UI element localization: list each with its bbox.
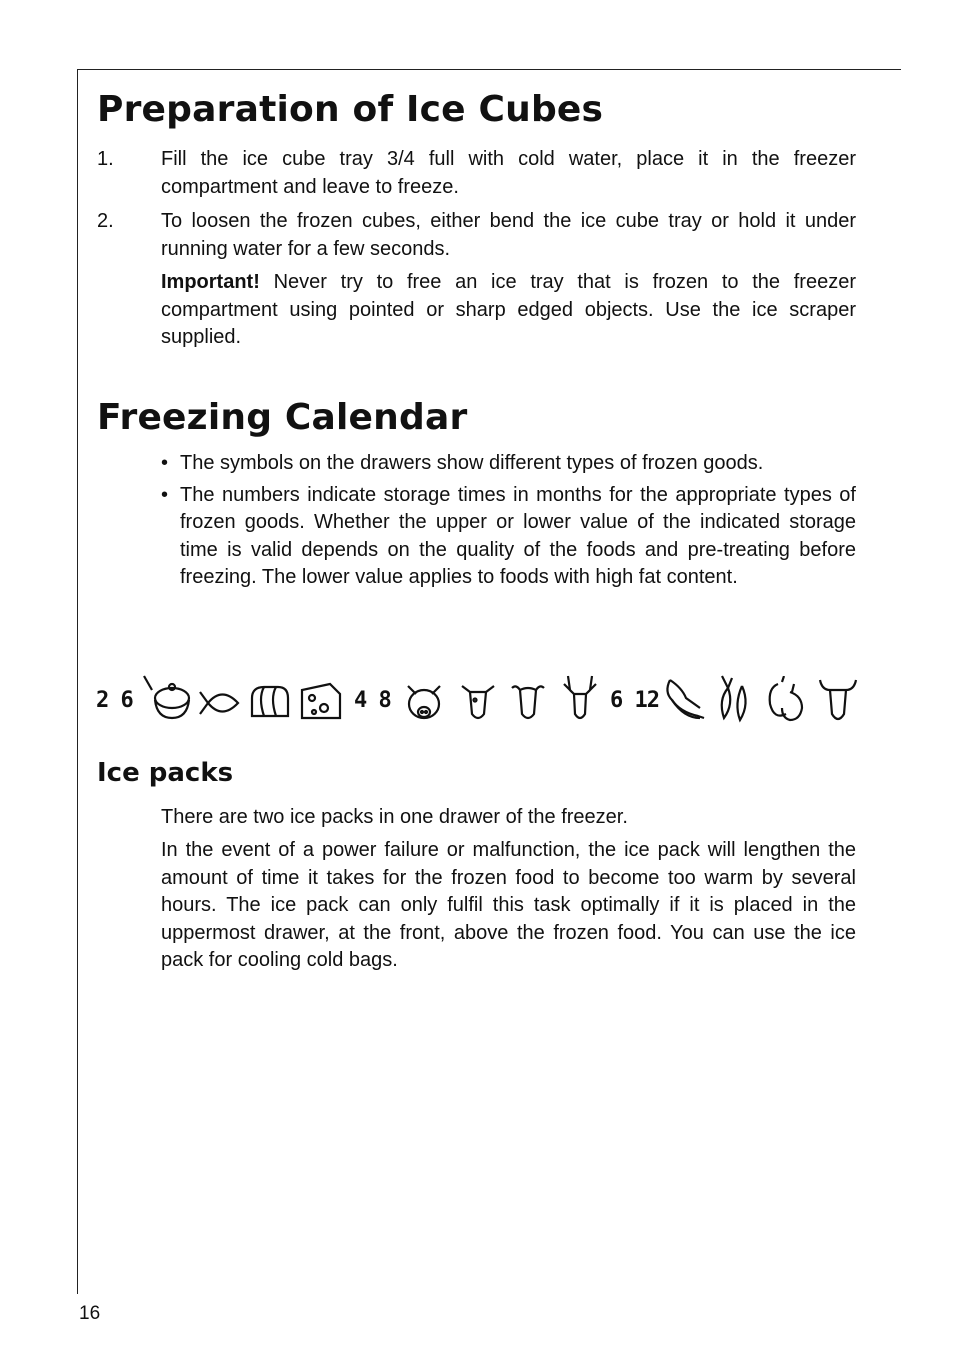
heading-preparation-ice-cubes: Preparation of Ice Cubes [97,89,604,130]
ice-packs-paragraph-1: There are two ice packs in one drawer of the freezer. [161,806,628,828]
fish-icon [198,688,240,718]
step-text: To loosen the frozen cubes, either bend the ice cube tray or hold it under running water for a few seconds. [161,210,856,260]
storage-months-4-8: 4 8 [354,688,391,713]
list-item [161,482,856,592]
vegetables-icon [714,674,752,724]
poultry-icon [660,678,706,722]
pig-icon [404,682,444,726]
beef-icon [818,678,858,724]
top-rule [77,69,901,70]
ice-packs-paragraph-2: In the event of a power failure or malfunction, the ice pack will lengthen the amount of time it takes for the frozen food to become too warm by several hours. The ice pack can only fulfil this task optimally if it is placed in the uppermost drawer, at the front, above the frozen food. You can use the ice pack for cooling cold bags. [161,839,856,971]
important-note [161,269,856,352]
bullet-symbol: • [161,483,169,506]
bullet-symbol: • [161,452,169,474]
step-1 [97,146,856,201]
left-rule [77,69,78,1294]
freezing-bullets [161,450,856,596]
step-number: 2. [97,210,114,232]
page-number: 16 [79,1303,101,1324]
fruit-icon [764,676,806,724]
storage-months-2-6: 2 6 [96,688,133,713]
pot-icon [142,674,196,722]
lamb-icon [510,680,546,724]
heading-freezing-calendar: Freezing Calendar [97,397,468,438]
storage-months-6-12: 6 12 [610,688,659,713]
step-2 [97,208,856,263]
calf-icon [460,680,496,724]
bullet-text: The numbers indicate storage times in months for the appropriate types of frozen goods. Whether the upper or lower value of the indicated storage time is valid depends on the quality of the foods and pre-treating before freezing. The lower value applies to foods with high fat content. [180,483,856,588]
cheese-icon [300,682,342,720]
step-number: 1. [97,148,114,170]
step-text: Fill the ice cube tray 3/4 full with cold water, place it in the freezer compartment and leave to freeze. [161,148,856,198]
deer-icon [560,674,600,724]
bread-icon [248,684,290,720]
list-item [161,450,856,478]
heading-ice-packs: Ice packs [97,758,234,788]
important-label: Important! [161,271,260,293]
important-text: Never try to free an ice tray that is frozen to the freezer compartment using pointed or sharp edged objects. Use the ice scraper supplied. [161,271,856,348]
bullet-text: The symbols on the drawers show different types of frozen goods. [180,452,764,474]
